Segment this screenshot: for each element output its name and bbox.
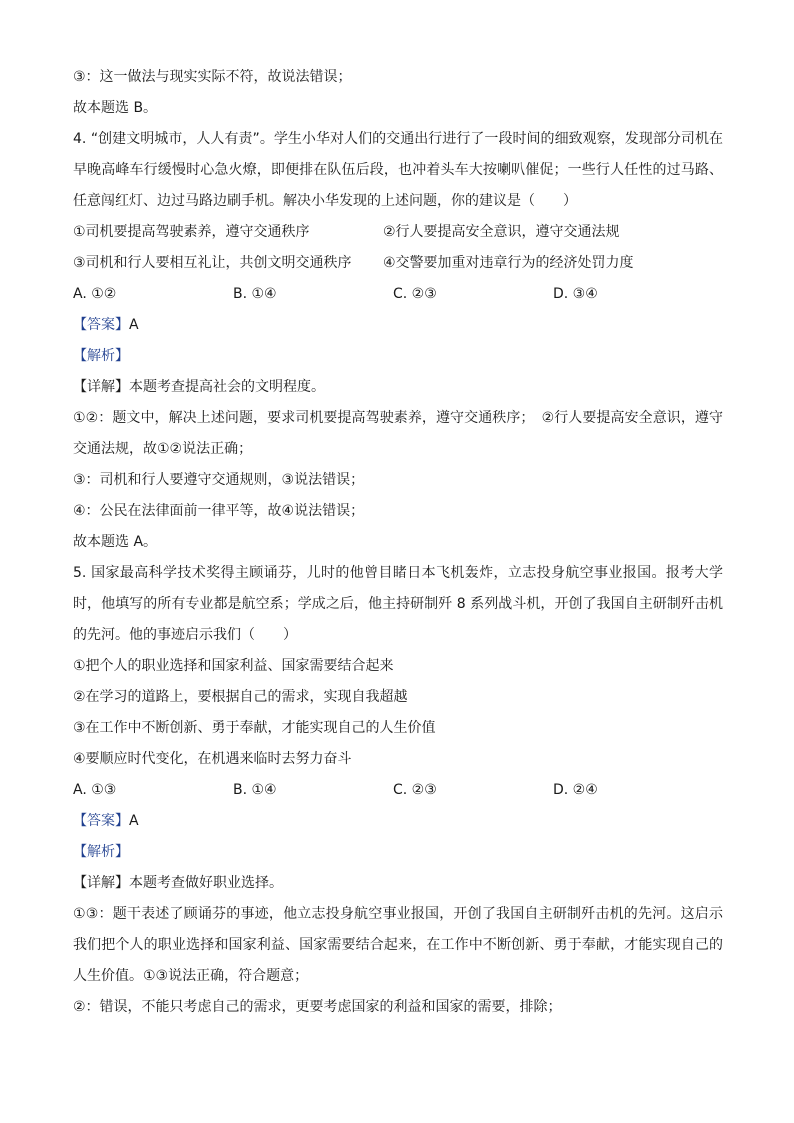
q5-detail (73, 868, 723, 899)
q4-statements-row-2 (73, 248, 723, 279)
q4-detail (73, 372, 723, 403)
q5-detail-text: 本题考查做好职业选择。 (129, 875, 283, 891)
q5-explanation-1: ①③：题干表述了顾诵芬的事迹，他立志投身航空事业报国，开创了我国自主研制歼击机的先河。这启示我们把个人的职业选择和国家利益、国家需要结合起来，在工作中不断创新、勇于奉献，才能实现自己的人生价值。①③说法正确，符合题意； (73, 906, 723, 984)
q4-options (73, 279, 723, 310)
q4-option-b: B. ①④ (233, 286, 277, 302)
q4-statement-4: ④交警要加重对违章行为的经济处罚力度 (383, 255, 634, 271)
q4-option-c: C. ②③ (393, 286, 437, 302)
q5-explanation-2: ②：错误，不能只考虑自己的需求，更要考虑国家的利益和国家的需要，排除； (73, 999, 562, 1015)
q4-option-a: A. ①② (73, 286, 117, 302)
q5-answer (73, 806, 723, 837)
q4-statement-3: ③司机和行人要相互礼让，共创文明交通秩序 (73, 255, 352, 271)
q4-statement-2: ②行人要提高安全意识，遵守交通法规 (383, 224, 620, 240)
q5-statement-1: ①把个人的职业选择和国家利益、国家需要结合起来 (73, 658, 394, 674)
q5-statement-2: ②在学习的道路上，要根据自己的需求，实现自我超越 (73, 689, 408, 705)
q5-answer-tag: 【答案】 (73, 813, 129, 829)
q4-explanation-3: ④：公民在法律面前一律平等，故④说法错误； (73, 503, 365, 519)
q5-analysis-tag (73, 837, 723, 868)
q5-options (73, 775, 723, 806)
q5-option-d: D. ②④ (553, 782, 598, 798)
q4-option-d: D. ③④ (553, 286, 598, 302)
q4-analysis-label: 【解析】 (73, 348, 129, 364)
prev-point-3: ③：这一做法与现实实际不符，故说法错误； (73, 69, 352, 85)
q4-answer-value: A (129, 317, 139, 333)
q4-conclusion: 故本题选 A。 (73, 534, 158, 550)
q5-option-b: B. ①④ (233, 782, 277, 798)
q4-stem: 4. “创建文明城市，人人有责”。学生小华对人们的交通出行进行了一段时间的细致观察，发现部分司机在早晚高峰车行缓慢时心急火燎，即便排在队伍后段，也冲着头车大按喇叭催促；一些行人任性的过马路、任意闯红灯、边过马路边刷手机。解决小华发现的上述问题，你的建议是（ ） (73, 131, 723, 209)
q4-explanation-1: ①②：题文中，解决上述问题，要求司机要提高驾驶素养，遵守交通秩序； ②行人要提高安全意识，遵守交通法规，故①②说法正确； (73, 410, 723, 457)
q4-detail-text: 本题考查提高社会的文明程度。 (129, 379, 325, 395)
q5-statement-3: ③在工作中不断创新、勇于奉献，才能实现自己的人生价值 (73, 720, 436, 736)
q4-explanation-2: ③：司机和行人要遵守交通规则，③说法错误； (73, 472, 365, 488)
q4-answer-tag: 【答案】 (73, 317, 129, 333)
q5-detail-tag: 【详解】 (73, 875, 129, 891)
q5-statement-4: ④要顺应时代变化，在机遇来临时去努力奋斗 (73, 751, 352, 767)
q4-detail-tag: 【详解】 (73, 379, 129, 395)
q4-statements-row-1 (73, 217, 723, 248)
q5-stem: 5. 国家最高科学技术奖得主顾诵芬，儿时的他曾目睹日本飞机轰炸，立志投身航空事业报国。报考大学时，他填写的所有专业都是航空系；学成之后，他主持研制歼 8 系列战斗机，开创了我国自主研制歼击机的先河。他的事迹启示我们（ ） (73, 565, 723, 643)
q5-analysis-label: 【解析】 (73, 844, 129, 860)
q5-option-c: C. ②③ (393, 782, 437, 798)
document-page (73, 62, 723, 1023)
prev-conclusion: 故本题选 B。 (73, 100, 158, 116)
q5-option-a: A. ①③ (73, 782, 117, 798)
q4-analysis-tag (73, 341, 723, 372)
q4-answer (73, 310, 723, 341)
q4-statement-1: ①司机要提高驾驶素养，遵守交通秩序 (73, 224, 310, 240)
q5-answer-value: A (129, 813, 139, 829)
